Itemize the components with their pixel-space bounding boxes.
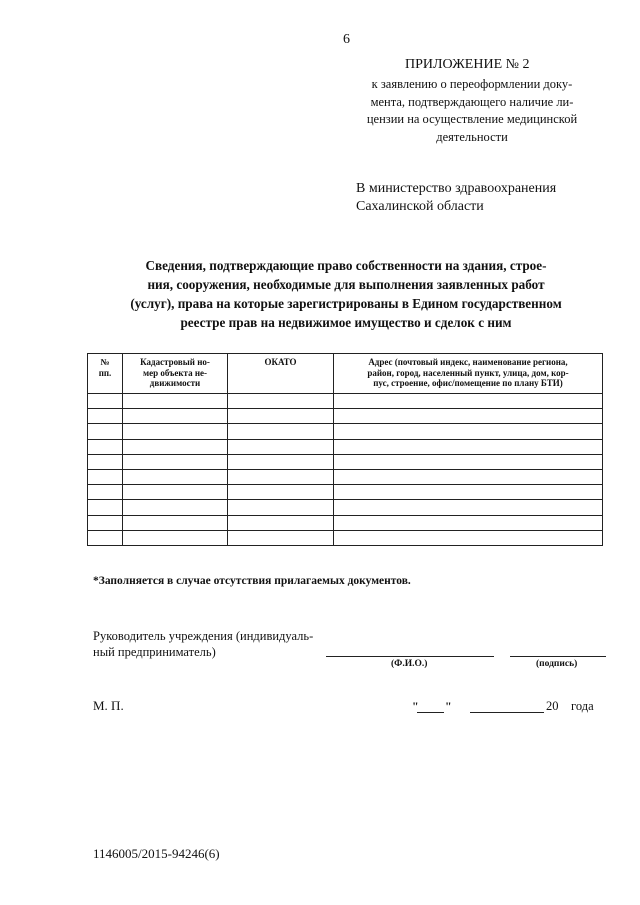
- table-body: [88, 394, 603, 546]
- cell-number[interactable]: [88, 530, 123, 545]
- fio-line[interactable]: [326, 656, 494, 657]
- table-row: [88, 394, 603, 409]
- footnote: *Заполняется в случае отсутствия прилагаемых документов.: [93, 575, 411, 587]
- header-number: № пп.: [88, 354, 123, 394]
- cell-address[interactable]: [334, 530, 603, 545]
- head-of-institution-label: [93, 628, 313, 660]
- cell-cadastral-number[interactable]: [123, 394, 228, 409]
- fio-caption: (Ф.И.О.): [391, 659, 428, 669]
- cell-number[interactable]: [88, 500, 123, 515]
- cell-number[interactable]: [88, 409, 123, 424]
- recipient-line: Сахалинской области: [356, 199, 484, 214]
- cell-number[interactable]: [88, 515, 123, 530]
- table-header-row: [88, 354, 603, 394]
- heading-line: (услуг), права на которые зарегистрированы в Едином государственном: [130, 296, 562, 311]
- table-row: [88, 530, 603, 545]
- head-label-line: ный предприниматель): [93, 645, 216, 659]
- table-row: [88, 500, 603, 515]
- cell-number[interactable]: [88, 439, 123, 454]
- cell-okato[interactable]: [228, 500, 334, 515]
- cell-number[interactable]: [88, 469, 123, 484]
- document-heading: [86, 256, 606, 332]
- document-code: 1146005/2015-94246(6): [93, 846, 220, 861]
- cell-cadastral-number[interactable]: [123, 500, 228, 515]
- property-table: [87, 353, 603, 546]
- year-prefix: 20: [546, 699, 559, 713]
- cell-address[interactable]: [334, 394, 603, 409]
- heading-line: реестре прав на недвижимое имущество и сделок с ним: [180, 315, 512, 330]
- year-label: года: [571, 699, 594, 713]
- cell-okato[interactable]: [228, 424, 334, 439]
- annex-line: к заявлению о переоформлении доку-: [371, 77, 573, 91]
- table-row: [88, 439, 603, 454]
- date-quote-close: ": [445, 699, 452, 713]
- cell-okato[interactable]: [228, 409, 334, 424]
- annex-line: деятельности: [436, 129, 508, 144]
- annex-line: цензии на осуществление медицинской: [366, 112, 578, 127]
- header-okato: ОКАТО: [228, 354, 334, 394]
- cell-number[interactable]: [88, 424, 123, 439]
- recipient-block: [356, 180, 556, 216]
- cell-cadastral-number[interactable]: [123, 409, 228, 424]
- cell-okato[interactable]: [228, 469, 334, 484]
- head-label-line: Руководитель учреждения (индивидуаль-: [93, 629, 314, 643]
- seal-label: М. П.: [93, 698, 124, 713]
- recipient-line: В министерство здравоохранения: [356, 181, 557, 196]
- signature-caption: (подпись): [536, 659, 578, 669]
- signature-line[interactable]: [510, 656, 606, 657]
- cell-address[interactable]: [334, 409, 603, 424]
- date-quote-open: ": [412, 699, 419, 713]
- cell-address[interactable]: [334, 485, 603, 500]
- annex-title: ПРИЛОЖЕНИЕ № 2: [405, 57, 530, 72]
- table-row: [88, 515, 603, 530]
- table-row: [88, 424, 603, 439]
- cell-okato[interactable]: [228, 485, 334, 500]
- cell-okato[interactable]: [228, 530, 334, 545]
- cell-cadastral-number[interactable]: [123, 515, 228, 530]
- cell-cadastral-number[interactable]: [123, 454, 228, 469]
- cell-address[interactable]: [334, 424, 603, 439]
- page-number: 6: [343, 32, 350, 47]
- date-day-line[interactable]: [417, 712, 444, 713]
- cell-number[interactable]: [88, 485, 123, 500]
- cell-okato[interactable]: [228, 439, 334, 454]
- table-row: [88, 409, 603, 424]
- cell-okato[interactable]: [228, 515, 334, 530]
- cell-okato[interactable]: [228, 394, 334, 409]
- cell-cadastral-number[interactable]: [123, 424, 228, 439]
- annex-line: мента, подтверждающего наличие ли-: [370, 94, 574, 109]
- heading-line: ния, сооружения, необходимые для выполнения заявленных работ: [147, 277, 545, 292]
- heading-line: Сведения, подтверждающие право собственности на здания, строе-: [145, 258, 547, 273]
- header-cadastral-number: Кадастровый но- мер объекта не- движимости: [123, 354, 228, 394]
- cell-okato[interactable]: [228, 454, 334, 469]
- cell-cadastral-number[interactable]: [123, 469, 228, 484]
- date-month-line[interactable]: [470, 712, 544, 713]
- cell-number[interactable]: [88, 394, 123, 409]
- cell-address[interactable]: [334, 515, 603, 530]
- table-row: [88, 454, 603, 469]
- cell-address[interactable]: [334, 454, 603, 469]
- cell-number[interactable]: [88, 454, 123, 469]
- cell-cadastral-number[interactable]: [123, 439, 228, 454]
- annex-subtitle: [342, 76, 602, 146]
- cell-address[interactable]: [334, 469, 603, 484]
- cell-cadastral-number[interactable]: [123, 485, 228, 500]
- header-address: Адрес (почтовый индекс, наименование региона, район, город, населенный пункт, улица, дом, кор- пус, строение, офис/помещение по плану БТИ): [334, 354, 603, 394]
- table-row: [88, 469, 603, 484]
- table-row: [88, 485, 603, 500]
- cell-address[interactable]: [334, 439, 603, 454]
- cell-cadastral-number[interactable]: [123, 530, 228, 545]
- cell-address[interactable]: [334, 500, 603, 515]
